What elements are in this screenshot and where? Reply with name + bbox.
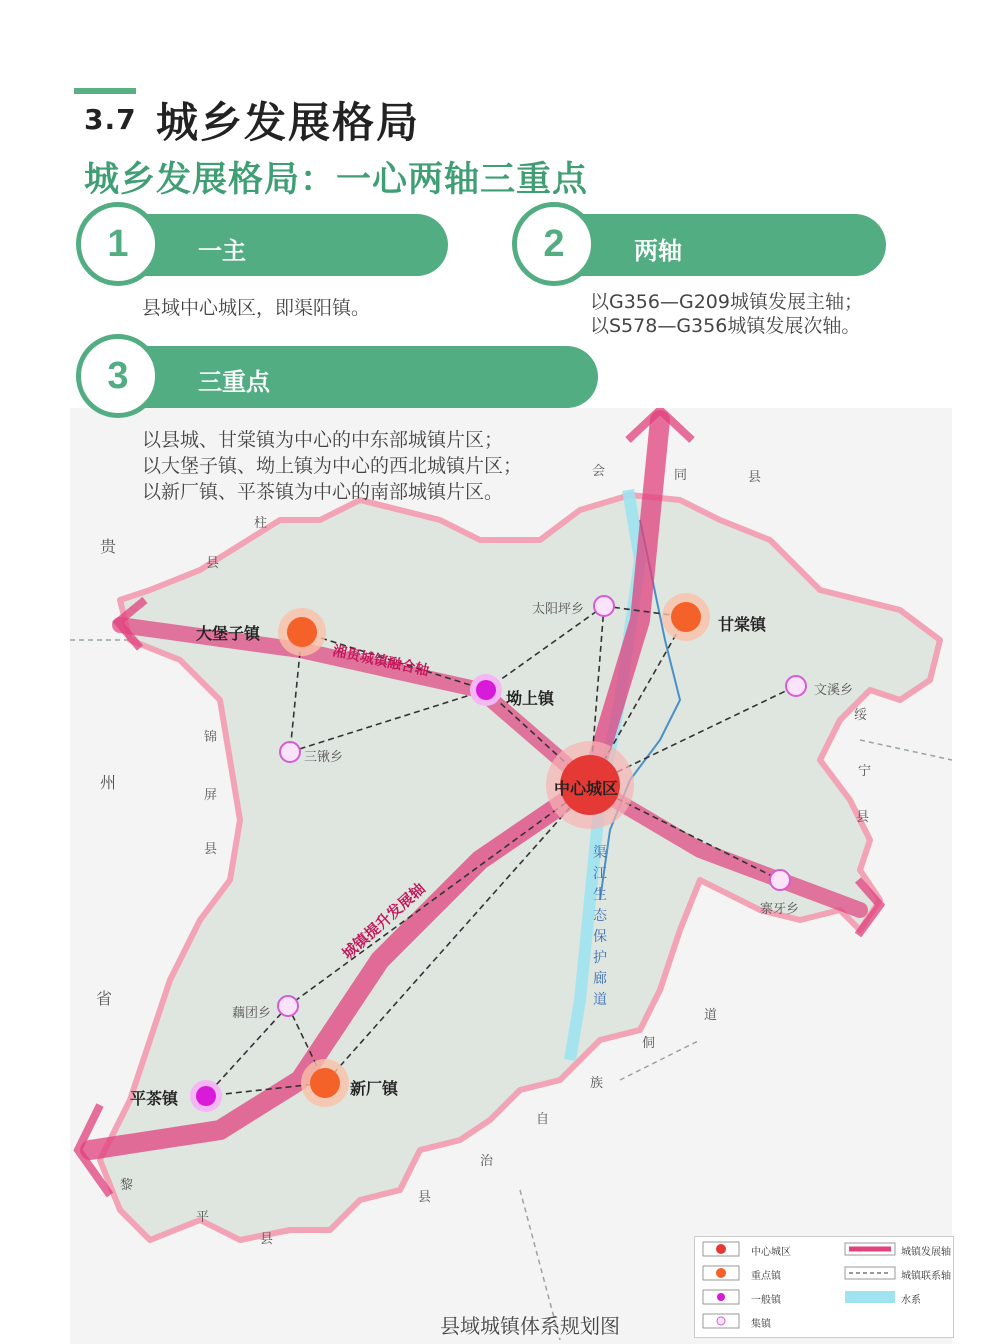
point-2-label: 两轴 xyxy=(634,237,682,265)
point-2-desc-line-1: 以G356—G209城镇发展主轴； xyxy=(590,291,863,313)
town-label-outuan: 藕团乡 xyxy=(232,1006,272,1021)
town-label-wenxi: 文溪乡 xyxy=(814,683,854,698)
neighbor-label: 县 xyxy=(206,556,220,571)
section-title: 城乡发展格局 xyxy=(156,98,421,147)
neighbor-label: 道 xyxy=(704,1008,718,1023)
legend-general-town: 一般镇 xyxy=(751,1295,781,1306)
town-label-xinchang: 新厂镇 xyxy=(350,1079,399,1098)
neighbor-label: 会 xyxy=(592,464,606,479)
legend-market-town: 集镇 xyxy=(751,1319,771,1330)
neighbor-label: 柱 xyxy=(254,516,268,531)
point-1-number: 1 xyxy=(76,202,160,286)
legend-development-axis: 城镇发展轴 xyxy=(901,1247,951,1258)
neighbor-label: 锦 xyxy=(204,730,218,745)
neighbor-label: 绥 xyxy=(854,708,868,723)
town-label-gantang: 甘棠镇 xyxy=(718,615,767,634)
neighbor-label: 省 xyxy=(96,989,113,1008)
town-label-aoshang: 坳上镇 xyxy=(506,689,555,708)
map-caption: 县域城镇体系规划图 xyxy=(440,1314,620,1338)
section-number: 3.7 xyxy=(84,103,137,136)
legend-key-town: 重点镇 xyxy=(751,1271,781,1282)
neighbor-label: 县 xyxy=(418,1190,432,1205)
neighbor-label: 黎 xyxy=(120,1178,134,1193)
section-accent-bar xyxy=(74,88,136,94)
town-label-sanqiu: 三锹乡 xyxy=(304,750,344,765)
point-2-banner xyxy=(546,214,886,276)
neighbor-label: 县 xyxy=(260,1232,274,1247)
neighbor-label: 治 xyxy=(480,1154,494,1169)
legend-center-city: 中心城区 xyxy=(751,1247,791,1258)
point-2-number: 2 xyxy=(512,202,596,286)
page-subtitle: 城乡发展格局：一心两轴三重点 xyxy=(84,160,589,200)
neighbor-label: 平 xyxy=(196,1210,210,1225)
town-label-taiyangping: 太阳坪乡 xyxy=(532,602,585,617)
point-3-desc-line-1: 以县城、甘棠镇为中心的中东部城镇片区； xyxy=(142,429,504,451)
point-3-label: 三重点 xyxy=(198,368,270,396)
corridor-label: 渠江生态保护廊道 xyxy=(593,845,607,1008)
neighbor-label: 县 xyxy=(856,810,870,825)
point-1-desc: 县域中心城区，即渠阳镇。 xyxy=(142,297,371,319)
point-2-desc-line-2: 以S578—G356城镇发展次轴。 xyxy=(590,315,861,337)
neighbor-label: 宁 xyxy=(858,764,872,779)
neighbor-label: 县 xyxy=(748,470,762,485)
legend-water: 水系 xyxy=(901,1295,921,1306)
point-3-banner xyxy=(112,346,598,408)
town-label-pingcha: 平茶镇 xyxy=(130,1089,179,1108)
point-1-label: 一主 xyxy=(198,237,246,265)
point-3-desc-line-2: 以大堡子镇、坳上镇为中心的西北城镇片区； xyxy=(142,455,523,477)
neighbor-label: 同 xyxy=(674,468,688,483)
point-1-banner xyxy=(112,214,448,276)
map-panel xyxy=(70,408,952,1344)
neighbor-label: 贵 xyxy=(100,537,117,556)
upgrade-axis-label: 城镇提升发展轴 xyxy=(338,879,429,963)
town-label-dabaozi: 大堡子镇 xyxy=(196,624,261,643)
point-3-desc-line-3: 以新厂镇、平茶镇为中心的南部城镇片区。 xyxy=(142,481,504,503)
point-3-number: 3 xyxy=(76,334,160,418)
neighbor-label: 自 xyxy=(536,1112,550,1127)
xianggui-axis-label: 湘贵城镇融合轴 xyxy=(331,643,431,680)
legend-link-axis: 城镇联系轴 xyxy=(901,1271,951,1282)
neighbor-label: 县 xyxy=(204,842,218,857)
town-label-zhaiya: 寨牙乡 xyxy=(760,902,800,917)
neighbor-label: 族 xyxy=(590,1076,604,1091)
neighbor-label: 侗 xyxy=(642,1036,656,1051)
neighbor-label: 屏 xyxy=(204,788,218,803)
county-map xyxy=(70,408,952,1344)
neighbor-label: 州 xyxy=(100,773,117,792)
map-legend xyxy=(694,1236,954,1338)
center-city-label: 中心城区 xyxy=(554,779,619,798)
